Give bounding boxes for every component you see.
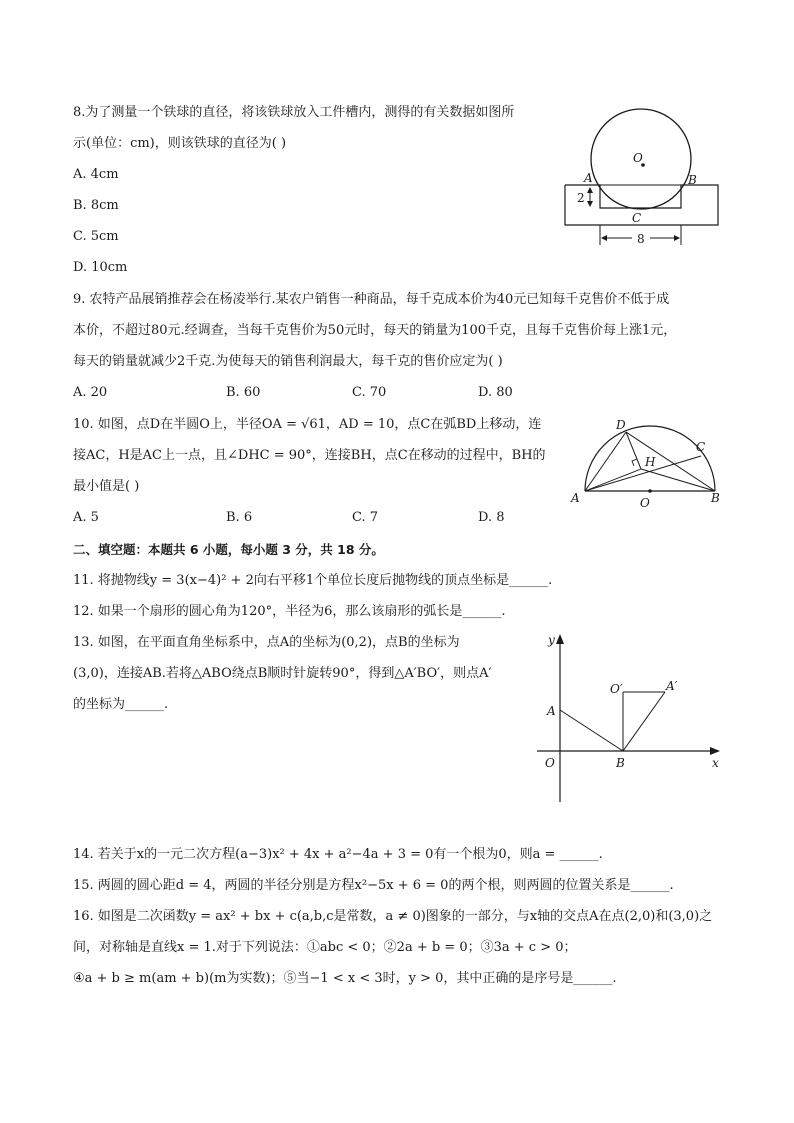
q9-stem-line2: 本价，不超过80元.经调查，当每千克售价为50元时，每天的销量为100千克，且每千克售价每上涨1元，: [73, 323, 677, 338]
q8-option-b: B. 8cm: [73, 198, 119, 213]
groove-outline: [565, 185, 718, 225]
q16-stem-line2: 间，对称轴是直线x = 1.对于下列说法：①abc < 0；②2a + b = 0；③3a + c > 0；: [73, 940, 577, 955]
q9-stem-line1: 9. 农特产品展销推荐会在杨凌举行.某农户销售一种商品，每千克成本价为40元已知每千克售价不低于成: [73, 292, 670, 307]
label-o: O: [633, 151, 643, 165]
label-b: B: [711, 491, 720, 505]
label-a: A: [571, 491, 580, 505]
label-b: B: [616, 756, 625, 770]
q13-figure-coordinate-plane: [532, 630, 732, 808]
q16-stem-line3: ④a + b ≥ m(am + b)(m为实数)；⑤当−1 < x < 3时，y > 0，其中正确的是序号是______.: [73, 971, 617, 986]
q16-stem-line1: 16. 如图是二次函数y = ax² + bx + c(a,b,c是常数，a ≠ 0)图象的一部分，与x轴的交点A在点(2,0)和(3,0)之: [73, 909, 713, 924]
q8-figure-sphere-in-groove: [560, 88, 730, 253]
label-o-prime: O′: [610, 682, 623, 696]
segment-ah: [585, 469, 641, 491]
q8-option-c: C. 5cm: [73, 229, 119, 244]
q8-stem-line2: 示(单位：cm)，则该铁球的直径为( ): [73, 136, 287, 151]
q10-option-b: B. 6: [226, 510, 253, 525]
center-dot: [648, 489, 652, 493]
segment-bh: [641, 469, 715, 491]
label-o: O: [640, 496, 650, 510]
label-a: A: [547, 704, 556, 718]
segment-ac: [585, 456, 701, 491]
q9-option-c: C. 70: [352, 385, 387, 400]
label-a: A: [584, 171, 593, 185]
q8-stem-line1: 8.为了测量一个铁球的直径，将该铁球放入工件槽内，测得的有关数据如图所: [73, 105, 515, 120]
segment-ad: [585, 432, 626, 491]
q10-figure-semicircle: [566, 414, 732, 512]
depth-arrow-head-down: [587, 201, 593, 207]
q10-stem-line2: 接AC，H是AC上一点，且∠DHC = 90°，连接BH，点C在移动的过程中，BH的: [73, 448, 546, 463]
q14: 14. 若关于x的一元二次方程(a−3)x² + 4x + a²−4a + 3 = 0有一个根为0，则a = ______.: [73, 847, 603, 862]
q10-option-c: C. 7: [352, 510, 379, 525]
q10-option-d: D. 8: [478, 510, 505, 525]
label-h: H: [645, 455, 656, 469]
q11: 11. 将抛物线y = 3(x−4)² + 2向右平移1个单位长度后抛物线的顶点坐标是______.: [73, 573, 553, 588]
depth-arrow-head-up: [587, 187, 593, 193]
q9-option-d: D. 80: [478, 385, 513, 400]
width-arrow-head-left: [601, 235, 607, 241]
q10-stem-line3: 最小值是( ): [73, 479, 140, 494]
width-arrow-head-right: [674, 235, 680, 241]
section-heading-fill-in: 二、填空题：本题共 6 小题，每小题 3 分，共 18 分。: [73, 542, 384, 557]
segment-ab: [560, 710, 623, 751]
label-depth-2: 2: [577, 191, 585, 205]
q10-option-a: A. 5: [73, 510, 99, 525]
label-o: O: [545, 756, 555, 770]
q8-option-d: D. 10cm: [73, 260, 128, 275]
q9-option-a: A. 20: [73, 385, 108, 400]
label-a-prime: A′: [666, 679, 678, 693]
label-y: y: [548, 633, 555, 647]
q10-stem-line1: 10. 如图，点D在半圆O上，半径OA = √61，AD = 10，点C在弧BD上移动，连: [73, 417, 542, 432]
label-width-8: 8: [637, 232, 645, 246]
q15: 15. 两圆的圆心距d = 4，两圆的半径分别是方程x²−5x + 6 = 0的两个根，则两圆的位置关系是______.: [73, 878, 674, 893]
q9-stem-line3: 每天的销量就减少2千克.为使每天的销售利润最大，每千克的售价应定为( ): [73, 354, 503, 369]
right-angle-mark: [632, 459, 637, 466]
label-c: C: [696, 440, 706, 454]
q13-stem-line2: (3,0)，连接AB.若将△ABO绕点B顺时针旋转90°，得到△A′BO′，则点A′: [73, 666, 492, 681]
label-c: C: [632, 211, 642, 225]
q9-option-b: B. 60: [226, 385, 261, 400]
segment-a-prime-b: [623, 692, 665, 751]
q12: 12. 如果一个扇形的圆心角为120°，半径为6，那么该扇形的弧长是______.: [73, 604, 506, 619]
q13-stem-line3: 的坐标为______.: [73, 697, 169, 712]
q8-option-a: A. 4cm: [73, 167, 119, 182]
label-d: D: [616, 418, 626, 432]
y-axis-arrow: [556, 634, 564, 644]
label-x: x: [712, 756, 719, 770]
x-axis-arrow: [710, 747, 720, 755]
label-b: B: [688, 173, 697, 187]
q13-stem-line1: 13. 如图，在平面直角坐标系中，点A的坐标为(0,2)，点B的坐标为: [73, 635, 460, 650]
